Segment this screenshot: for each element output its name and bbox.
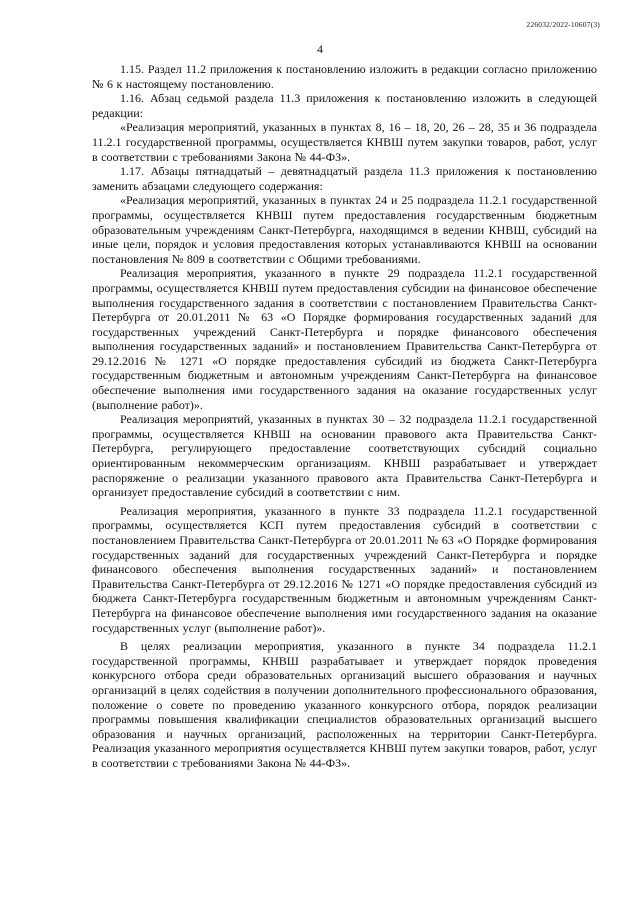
paragraph-1-17-text-5: В целях реализации мероприятия, указанного в пункте 34 подраздела 11.2.1 государственной программы, КНВШ разрабатывает и утверждает порядок проведения конкурсного отбора среди образовательных организаций высшего образования и научных организаций в целях содействия в получении дополнительного профессионального образования, положение о совете по проведению указанного конкурсного отбора, порядок реализации программы повышения квалификации специалистов образовательных организаций высшего образования и научных организаций, расположенных на территории Санкт-Петербурга. Реализация указанного мероприятия осуществляется КНВШ путем закупки товаров, работ, услуг в соответствии с требованиями Закона № 44-ФЗ». — [92, 639, 597, 770]
paragraph-1-16-text: «Реализация мероприятий, указанных в пунктах 8, 16 – 18, 20, 26 – 28, 35 и 36 подраздела 11.2.1 государственной программы, осуществляется КНВШ путем закупки товаров, работ, услуг в соответствии с требованиями Закона № 44-ФЗ». — [92, 120, 597, 164]
paragraph-1-17-text-3: Реализация мероприятий, указанных в пунктах 30 – 32 подраздела 11.2.1 государственной программы, осуществляется КНВШ на основании правового акта Правительства Санкт-Петербурга, регулирующего предоставление соответствующих субсидий социально ориентированным некоммерческим организациям. КНВШ разрабатывает и утверждает распоряжение о реализации указанного правового акта Правительства Санкт-Петербурга и организует предоставление субсидий в соответствии с ним. — [92, 412, 597, 500]
paragraph-1-17-text-2: Реализация мероприятия, указанного в пункте 29 подраздела 11.2.1 государственной программы, осуществляется КНВШ путем предоставления субсидии на финансовое обеспечение выполнения государственного задания в соответствии с постановлением Правительства Санкт-Петербурга от 20.01.2011 № 63 «О Порядке формирования государственных заданий для государственных учреждений Санкт-Петербурга и порядке финансового обеспечения выполнения государственных заданий» и постановлением Правительства Санкт-Петербурга от 29.12.2016 № 1271 «О порядке предоставления субсидий из бюджета Санкт-Петербурга государственным бюджетным и автономным учреждениям Санкт-Петербурга на финансовое обеспечение выполнения ими государственного задания на оказание государственных услуг (выполнение работ)». — [92, 266, 597, 412]
page-number: 4 — [317, 42, 323, 56]
paragraph-1-17: 1.17. Абзацы пятнадцатый – девятнадцатый раздела 11.3 приложения к постановлению заменить абзацами следующего содержания: — [92, 164, 597, 193]
paragraph-1-16: 1.16. Абзац седьмой раздела 11.3 приложения к постановлению изложить в следующей редакции: — [92, 91, 597, 120]
paragraph-1-15: 1.15. Раздел 11.2 приложения к постановлению изложить в редакции согласно приложению № 6 к настоящему постановлению. — [92, 62, 597, 91]
paragraph-1-17-text-4: Реализация мероприятия, указанного в пункте 33 подраздела 11.2.1 государственной программы, осуществляется КСП путем предоставления субсидий в соответствии с постановлением Правительства Санкт-Петербурга от 20.01.2011 № 63 «О Порядке формирования государственных заданий для государственных учреждений Санкт-Петербурга и порядке финансового обеспечения выполнения государственных заданий» и постановлением Правительства Санкт-Петербурга от 29.12.2016 № 1271 «О порядке предоставления субсидий из бюджета Санкт-Петербурга государственным бюджетным и автономным учреждениям Санкт-Петербурга на финансовое обеспечение выполнения ими государственного задания на оказание государственных услуг (выполнение работ)». — [92, 503, 597, 635]
document-body — [92, 62, 597, 771]
paragraph-1-17-text-1: «Реализация мероприятий, указанных в пунктах 24 и 25 подраздела 11.2.1 государственной программы, осуществляется КНВШ путем предоставления государственным бюджетным образовательным учреждениям Санкт-Петербурга, находящимся в ведении КНВШ, субсидий на иные цели, порядок и условия предоставления которых устанавливаются КНВШ на основании постановления № 809 в соответствии с Общими требованиями. — [92, 193, 597, 266]
document-number: 226032/2022-10607(3) — [526, 20, 600, 29]
